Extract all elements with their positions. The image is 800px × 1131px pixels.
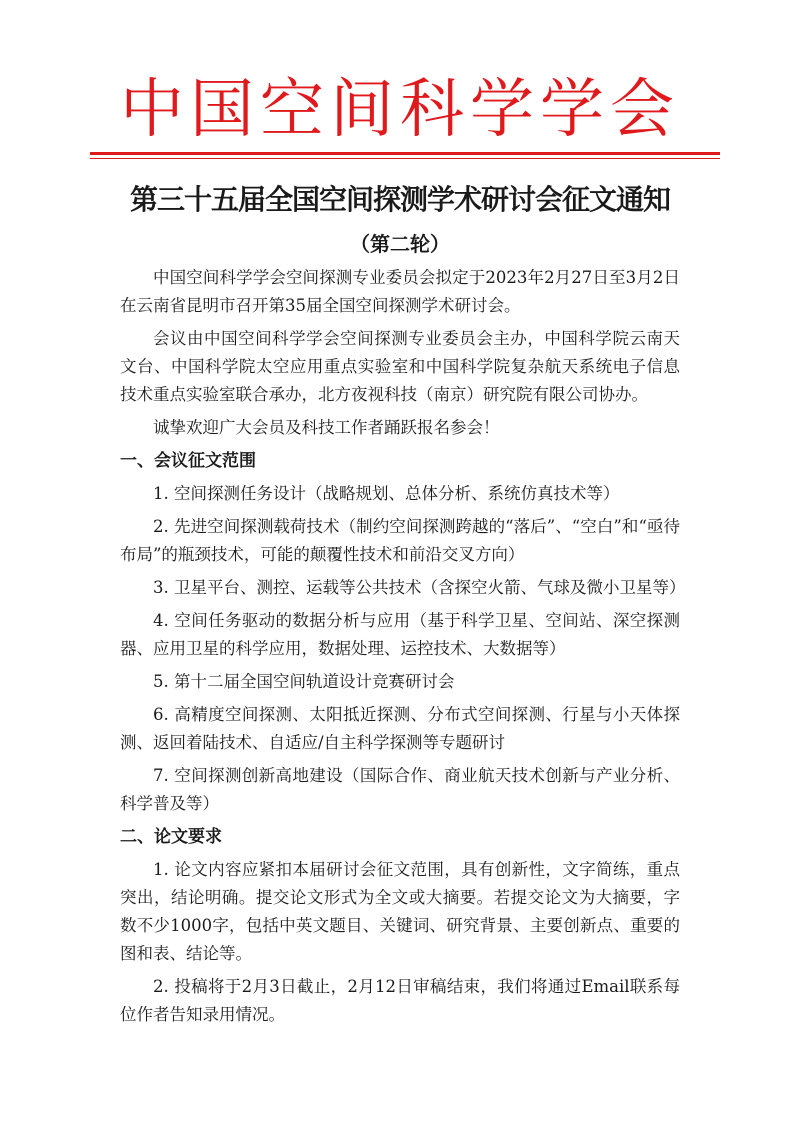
intro-paragraph: 诚挚欢迎广大会员及科技工作者踊跃报名参会！ [153,418,500,437]
scope-item: 4. 空间任务驱动的数据分析与应用（基于科学卫星、空间站、深空探测器、应用卫星的科学应用，数据处理、运控技术、大数据等） [120,611,680,658]
section-heading-scope: 一、会议征文范围 [120,451,256,471]
requirement-item: 1. 论文内容应紧扣本届研讨会征文范围，具有创新性，文字简练，重点突出，结论明确。提交论文形式为全文或大摘要。若提交论文为大摘要，字数不少1000字，包括中英文题目、关键词、研究背景、主要创新点、重要的图和表、结论等。 [120,860,680,963]
scope-item: 7. 空间探测创新高地建设（国际合作、商业航天技术创新与产业分析、科学普及等） [120,766,680,813]
scope-item: 1. 空间探测任务设计（战略规划、总体分析、系统仿真技术等） [153,484,620,503]
scope-item: 6. 高精度空间探测、太阳抵近探测、分布式空间探测、行星与小天体探测、返回着陆技术、自适应/自主科学探测等专题研讨 [120,705,680,752]
notice-title: 第三十五届全国空间探测学术研讨会征文通知 [129,183,670,216]
intro-paragraph: 会议由中国空间科学学会空间探测专业委员会主办，中国科学院云南天文台、中国科学院太空应用重点实验室和中国科学院复杂航天系统电子信息技术重点实验室联合承办，北方夜视科技（南京）研究院有限公司协办。 [120,329,680,404]
organization-header: 中国空间科学学会 [120,73,680,147]
intro-paragraph: 中国空间科学学会空间探测专业委员会拟定于2023年2月27日至3月2日在云南省昆明市召开第35届全国空间探测学术研讨会。 [120,268,680,315]
section-heading-requirements: 二、论文要求 [120,827,222,847]
notice-body [120,264,686,1029]
scope-item: 2. 先进空间探测载荷技术（制约空间探测跨越的“落后”、“空白”和“亟待布局”的瓶颈技术，可能的颠覆性技术和前沿交叉方向） [120,517,680,564]
notice-round: （第二轮） [350,232,450,256]
header-rule-thick [90,152,720,155]
header-rule-thin [90,158,720,159]
requirement-item: 2. 投稿将于2月3日截止，2月12日审稿结束，我们将通过Email联系每位作者告知录用情况。 [120,977,680,1024]
scope-item: 3. 卫星平台、测控、运载等公共技术（含探空火箭、气球及微小卫星等） [153,578,686,597]
scope-item: 5. 第十二届全国空间轨道设计竞赛研讨会 [153,672,455,691]
